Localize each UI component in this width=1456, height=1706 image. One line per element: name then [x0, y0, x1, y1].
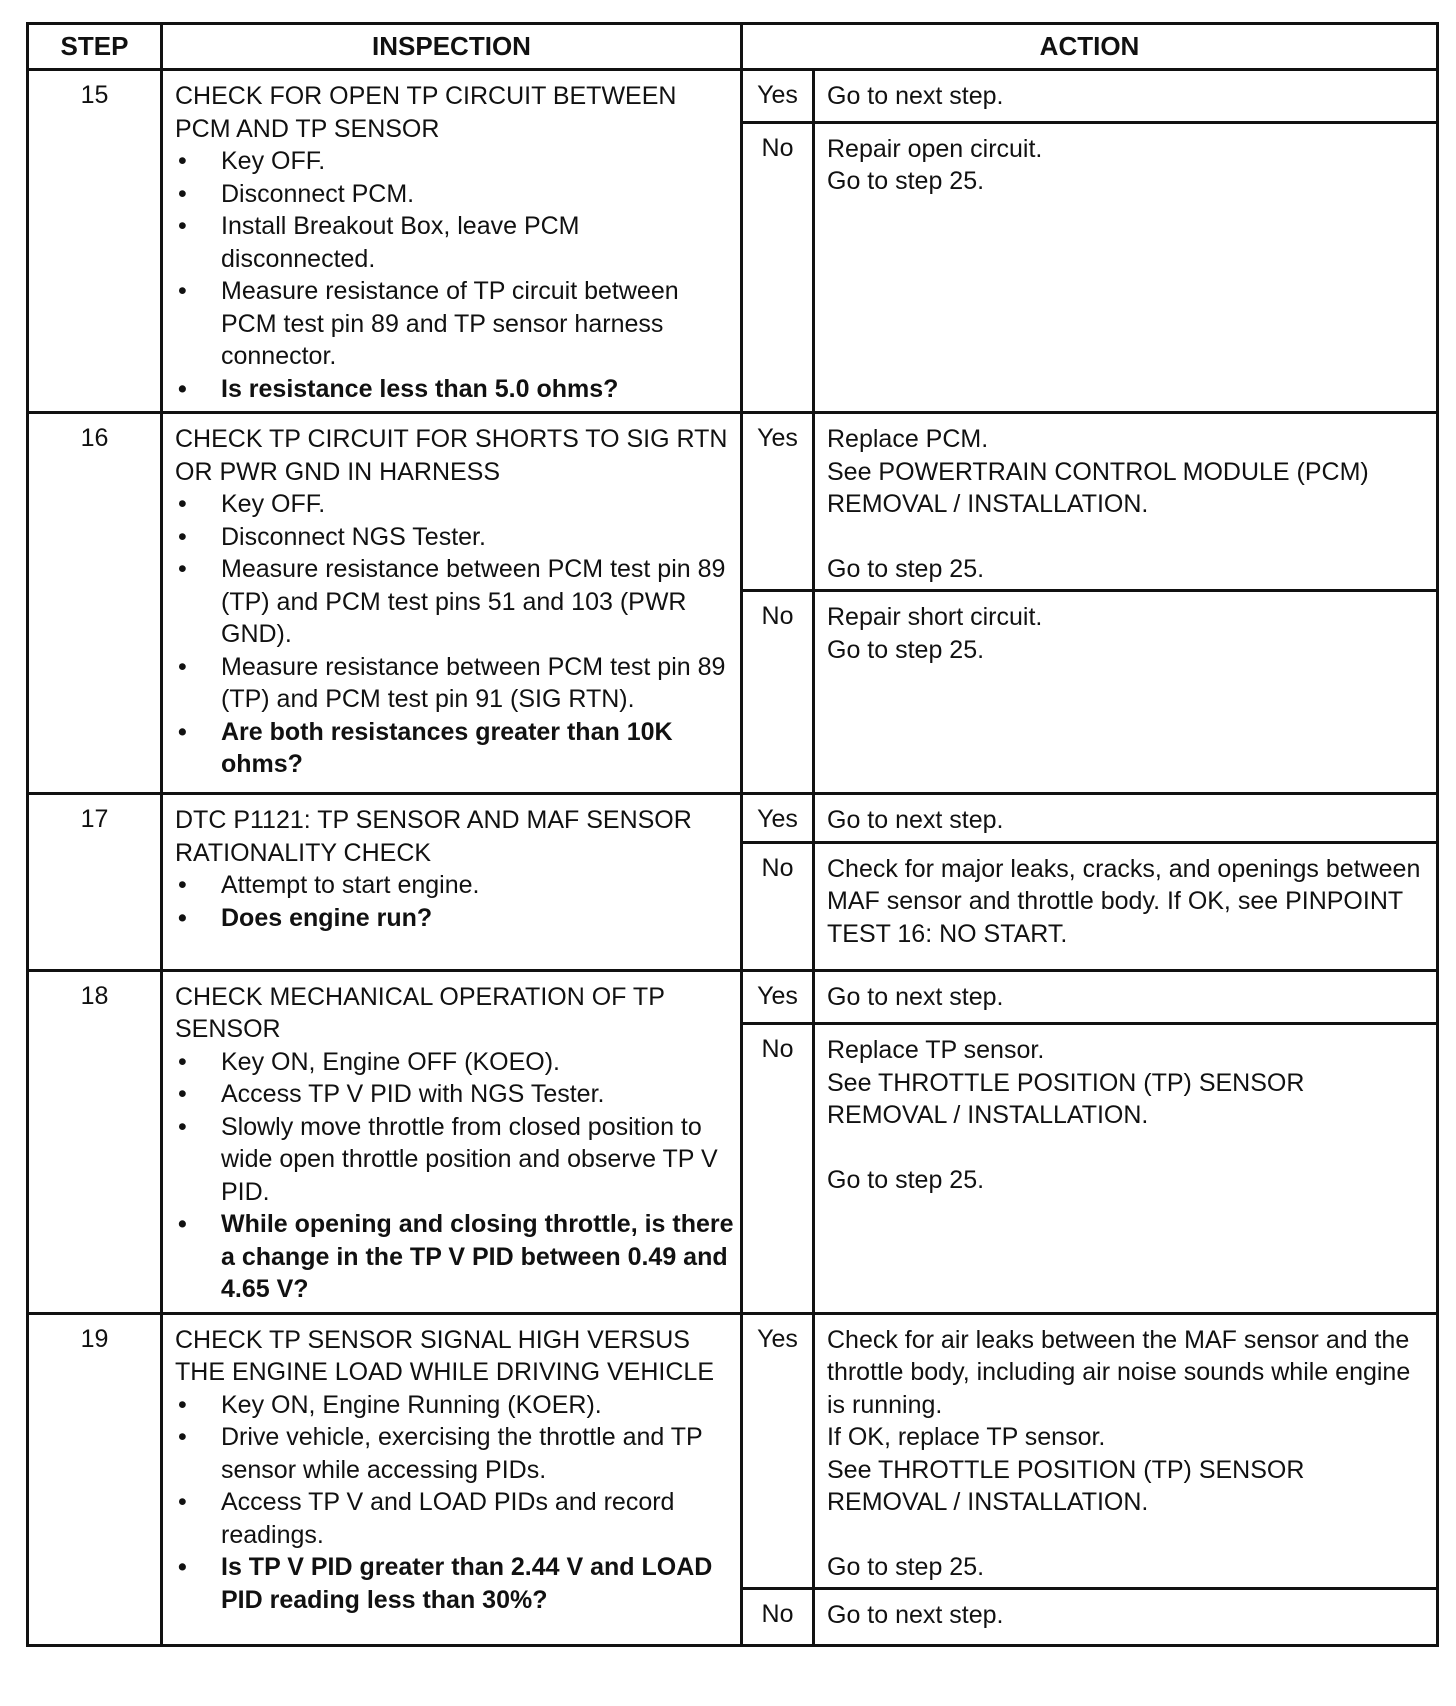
yes-label: Yes — [742, 794, 814, 843]
inspection-title: CHECK MECHANICAL OPERATION OF TP SENSOR — [175, 982, 665, 1043]
inspection-bullet: • Access TP V PID with NGS Tester. — [175, 1078, 734, 1111]
inspection-title: CHECK FOR OPEN TP CIRCUIT BETWEEN PCM AND TP SENSOR — [175, 82, 677, 143]
yes-action-line: Go to step 25. — [827, 1552, 985, 1581]
no-label: No — [742, 1589, 814, 1646]
yes-action-cell — [814, 70, 1438, 123]
yes-action-line: Go to next step. — [827, 806, 1004, 834]
inspection-bullet: • Drive vehicle, exercising the throttle and TP sensor while accessing PIDs. — [175, 1421, 734, 1486]
inspection-cell — [162, 970, 742, 1313]
inspection-title: DTC P1121: TP SENSOR AND MAF SENSOR RATIONALITY CHECK — [175, 806, 692, 867]
step-number: 19 — [28, 1313, 162, 1646]
yes-action-cell — [814, 1313, 1438, 1589]
step-number: 15 — [28, 70, 162, 413]
inspection-bullet: • Key OFF. — [175, 488, 734, 521]
yes-action-line: If OK, replace TP sensor. — [827, 1423, 1106, 1451]
yes-action-line: Check for air leaks between the MAF sensor and the throttle body, including air noise sounds while engine is running. — [827, 1325, 1411, 1419]
no-action-spacer — [827, 1132, 1430, 1164]
yes-action-line: Go to next step. — [827, 82, 1004, 110]
inspection-bullet: • Key ON, Engine Running (KOER). — [175, 1389, 734, 1422]
table-header-row — [28, 24, 1438, 70]
step-number: 16 — [28, 413, 162, 794]
inspection-bullets — [175, 869, 734, 934]
no-label: No — [742, 1024, 814, 1313]
yes-label: Yes — [742, 970, 814, 1024]
inspection-cell — [162, 1313, 742, 1646]
inspection-bullet: • Measure resistance between PCM test pin 89 (TP) and PCM test pin 91 (SIG RTN). — [175, 651, 734, 716]
inspection-bullet: • Access TP V and LOAD PIDs and record readings. — [175, 1486, 734, 1551]
no-action-line: Go to next step. — [827, 1601, 1004, 1629]
inspection-bullet: • Measure resistance of TP circuit between PCM test pin 89 and TP sensor harness connector. — [175, 275, 734, 373]
inspection-bullets — [175, 1046, 734, 1306]
step-number: 17 — [28, 794, 162, 971]
inspection-question: • Is TP V PID greater than 2.44 V and LOAD PID reading less than 30%? — [175, 1551, 734, 1616]
inspection-bullet: • Measure resistance between PCM test pin 89 (TP) and PCM test pins 51 and 103 (PWR GND). — [175, 553, 734, 651]
yes-action-cell — [814, 970, 1438, 1024]
no-label: No — [742, 122, 814, 412]
inspection-title: CHECK TP SENSOR SIGNAL HIGH VERSUS THE ENGINE LOAD WHILE DRIVING VEHICLE — [175, 1325, 714, 1386]
inspection-bullet: • Slowly move throttle from closed position to wide open throttle position and observe TP V PID. — [175, 1111, 734, 1209]
step-row-yes — [28, 794, 1438, 843]
yes-label: Yes — [742, 1313, 814, 1589]
no-action-cell — [814, 1589, 1438, 1646]
yes-label: Yes — [742, 413, 814, 591]
no-action-line: Go to step 25. — [827, 1165, 985, 1194]
yes-action-cell — [814, 413, 1438, 591]
header-action: ACTION — [742, 24, 1438, 70]
inspection-bullets — [175, 488, 734, 781]
step-row-yes — [28, 413, 1438, 591]
no-action-line: Repair open circuit. — [827, 134, 1043, 163]
no-action-cell — [814, 591, 1438, 794]
yes-action-line: Replace PCM. — [827, 425, 989, 453]
step-row-yes — [28, 970, 1438, 1024]
inspection-bullet: • Install Breakout Box, leave PCM disconnected. — [175, 210, 734, 275]
header-inspection: INSPECTION — [162, 24, 742, 70]
step-row-yes — [28, 1313, 1438, 1589]
inspection-bullets — [175, 1389, 734, 1617]
inspection-cell — [162, 794, 742, 971]
no-action-line: Replace TP sensor. — [827, 1036, 1045, 1065]
inspection-cell — [162, 70, 742, 413]
step-row-yes — [28, 70, 1438, 123]
inspection-bullet: • Key ON, Engine OFF (KOEO). — [175, 1046, 734, 1079]
yes-action-spacer — [827, 521, 1430, 553]
inspection-question: • While opening and closing throttle, is there a change in the TP V PID between 0.49 and 4.65 V? — [175, 1208, 734, 1306]
inspection-bullets — [175, 145, 734, 405]
no-action-line: Repair short circuit. — [827, 603, 1043, 631]
yes-action-spacer — [827, 1519, 1430, 1551]
no-action-line: Go to step 25. — [827, 635, 985, 664]
yes-action-line: Go to next step. — [827, 982, 1004, 1011]
no-action-line: See THROTTLE POSITION (TP) SENSOR REMOVAL / INSTALLATION. — [827, 1068, 1305, 1130]
inspection-question: • Does engine run? — [175, 902, 734, 935]
inspection-title: CHECK TP CIRCUIT FOR SHORTS TO SIG RTN OR PWR GND IN HARNESS — [175, 425, 728, 486]
no-action-cell — [814, 842, 1438, 970]
diagnostic-table-page — [26, 22, 1436, 1647]
inspection-bullet: • Attempt to start engine. — [175, 869, 734, 902]
inspection-bullet: • Disconnect PCM. — [175, 178, 734, 211]
inspection-bullet: • Key OFF. — [175, 145, 734, 178]
step-number: 18 — [28, 970, 162, 1313]
no-action-cell — [814, 1024, 1438, 1313]
inspection-question: • Is resistance less than 5.0 ohms? — [175, 373, 734, 406]
yes-action-line: Go to step 25. — [827, 554, 985, 583]
header-step: STEP — [28, 24, 162, 70]
pinpoint-test-table — [26, 22, 1439, 1647]
inspection-question: • Are both resistances greater than 10K ohms? — [175, 716, 734, 781]
inspection-bullet: • Disconnect NGS Tester. — [175, 521, 734, 554]
yes-label: Yes — [742, 70, 814, 123]
no-action-line: Go to step 25. — [827, 167, 985, 196]
inspection-cell — [162, 413, 742, 794]
no-action-cell — [814, 122, 1438, 412]
yes-action-line: See THROTTLE POSITION (TP) SENSOR REMOVAL / INSTALLATION. — [827, 1455, 1305, 1516]
table-body — [28, 70, 1438, 1646]
yes-action-cell — [814, 794, 1438, 843]
yes-action-line: See POWERTRAIN CONTROL MODULE (PCM) REMOVAL / INSTALLATION. — [827, 457, 1369, 518]
no-label: No — [742, 842, 814, 970]
no-label: No — [742, 591, 814, 794]
no-action-line: Check for major leaks, cracks, and openings between MAF sensor and throttle body. If OK, see PINPOINT TEST 16: NO START. — [827, 854, 1421, 948]
